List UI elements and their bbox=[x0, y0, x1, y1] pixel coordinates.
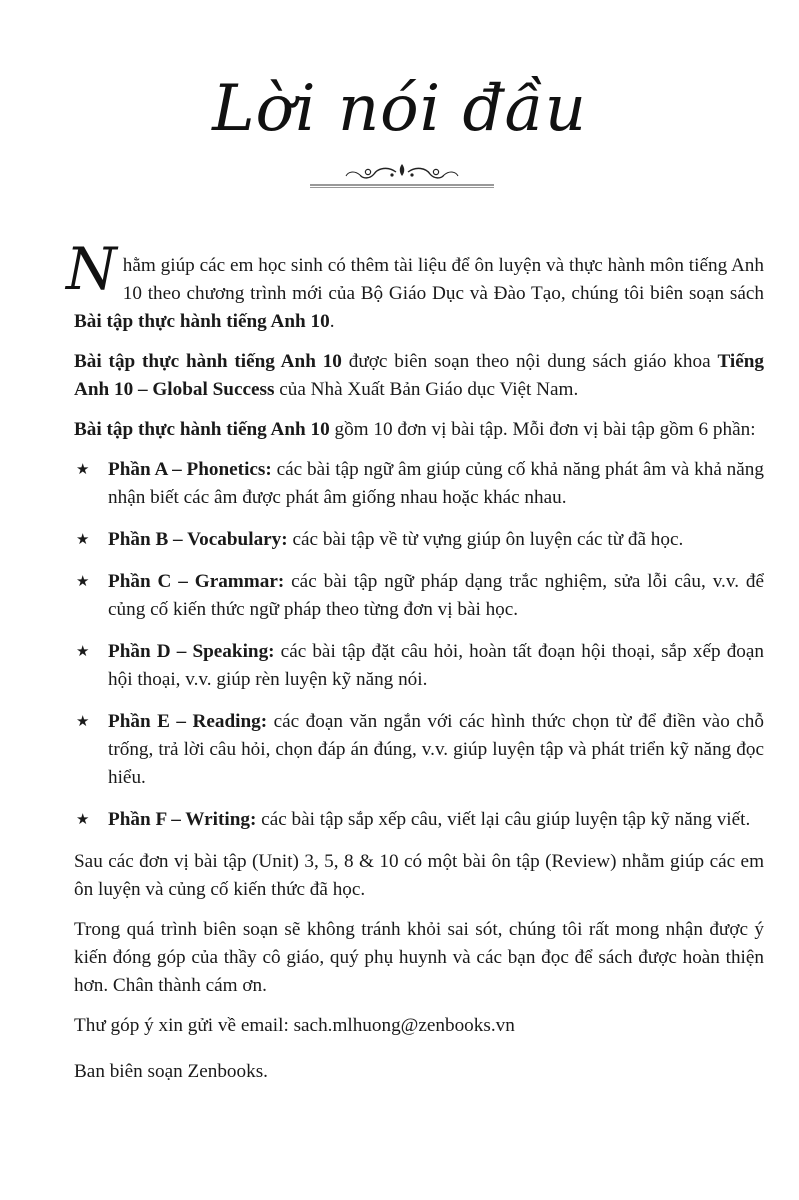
paragraph-structure bbox=[74, 416, 764, 444]
list-item bbox=[74, 806, 764, 834]
star-icon: ★ bbox=[76, 574, 90, 590]
part-text: các đoạn văn ngắn với các hình thức chọn từ để điền vào chỗ trống, trả lời câu hỏi, chọn đáp án đúng, v.v. giúp luyện tập và phát triển kỹ năng đọc hiểu. bbox=[108, 711, 764, 788]
signature: Ban biên soạn Zenbooks. bbox=[74, 1061, 268, 1082]
star-icon: ★ bbox=[76, 532, 90, 548]
intro-text: hằm giúp các em học sinh có thêm tài liệu để ôn luyện và thực hành môn tiếng Anh 10 theo chương trình mới của Bộ Giáo Dục và Đào Tạo, chúng tôi biên soạn sách bbox=[122, 255, 764, 304]
part-label: Phần B – Vocabulary: bbox=[108, 529, 288, 550]
list-item bbox=[74, 456, 764, 512]
paragraph-textbook bbox=[74, 348, 764, 404]
part-text: các bài tập ngữ âm giúp củng cố khả năng phát âm và khả năng nhận biết các âm được phát âm giống nhau hoặc khác nhau. bbox=[108, 459, 764, 508]
part-text: các bài tập về từ vựng giúp ôn luyện các từ đã học. bbox=[287, 529, 684, 550]
part-text: các bài tập sắp xếp câu, viết lại câu giúp luyện tập kỹ năng viết. bbox=[256, 809, 751, 830]
book-title-bold: Bài tập thực hành tiếng Anh 10 bbox=[74, 419, 330, 440]
star-icon: ★ bbox=[76, 714, 90, 730]
part-label: Phần E – Reading: bbox=[108, 711, 268, 732]
book-title-bold: Bài tập thực hành tiếng Anh 10 bbox=[74, 311, 330, 332]
paragraph-text: của Nhà Xuất Bản Giáo dục Việt Nam. bbox=[274, 379, 579, 400]
part-text: các bài tập đặt câu hỏi, hoàn tất đoạn hội thoại, sắp xếp đoạn hội thoại, v.v. giúp rèn luyện kỹ năng nói. bbox=[108, 641, 764, 690]
star-icon: ★ bbox=[76, 812, 90, 828]
paragraph-review: Sau các đơn vị bài tập (Unit) 3, 5, 8 & 10 có một bài ôn tập (Review) nhằm giúp các em ôn luyện và củng cố kiến thức đã học. bbox=[74, 851, 764, 900]
part-label: Phần D – Speaking: bbox=[108, 641, 275, 662]
parts-list bbox=[74, 456, 764, 834]
intro-end: . bbox=[329, 311, 335, 332]
document-body bbox=[66, 235, 765, 1098]
part-text: các bài tập ngữ pháp dạng trắc nghiệm, sửa lỗi câu, v.v. để củng cố kiến thức ngữ pháp theo từng đơn vị bài học. bbox=[108, 571, 764, 620]
book-title-bold: Bài tập thực hành tiếng Anh 10 bbox=[74, 351, 342, 372]
paragraph-text: gồm 10 đơn vị bài tập. Mỗi đơn vị bài tập gồm 6 phần: bbox=[329, 419, 756, 440]
part-label: Phần A – Phonetics: bbox=[108, 459, 272, 480]
list-item bbox=[74, 568, 764, 624]
dropcap-letter: N bbox=[66, 235, 117, 303]
part-label: Phần C – Grammar: bbox=[108, 571, 285, 592]
textbook-title-bold: Tiếng Anh 10 – Global Success bbox=[74, 351, 765, 400]
paragraph-feedback: Trong quá trình biên soạn sẽ không tránh khỏi sai sót, chúng tôi rất mong nhận được ý kiến đóng góp của thầy cô giáo, quý phụ huynh và các bạn đọc để sách được hoàn thiện hơn. Chân thành cám ơn. bbox=[74, 919, 764, 996]
list-item bbox=[74, 708, 764, 792]
paragraph-text: được biên soạn theo nội dung sách giáo khoa bbox=[341, 351, 718, 372]
list-item bbox=[74, 638, 764, 694]
paragraph-email: Thư góp ý xin gửi về email: sach.mlhuong@zenbooks.vn bbox=[74, 1015, 515, 1036]
flourish-divider-icon bbox=[308, 158, 496, 192]
intro-paragraph bbox=[66, 235, 764, 336]
part-label: Phần F – Writing: bbox=[108, 809, 257, 830]
star-icon: ★ bbox=[76, 462, 90, 478]
list-item bbox=[74, 526, 764, 554]
page-title: Lời nói đầu bbox=[212, 72, 587, 146]
star-icon: ★ bbox=[76, 644, 90, 660]
